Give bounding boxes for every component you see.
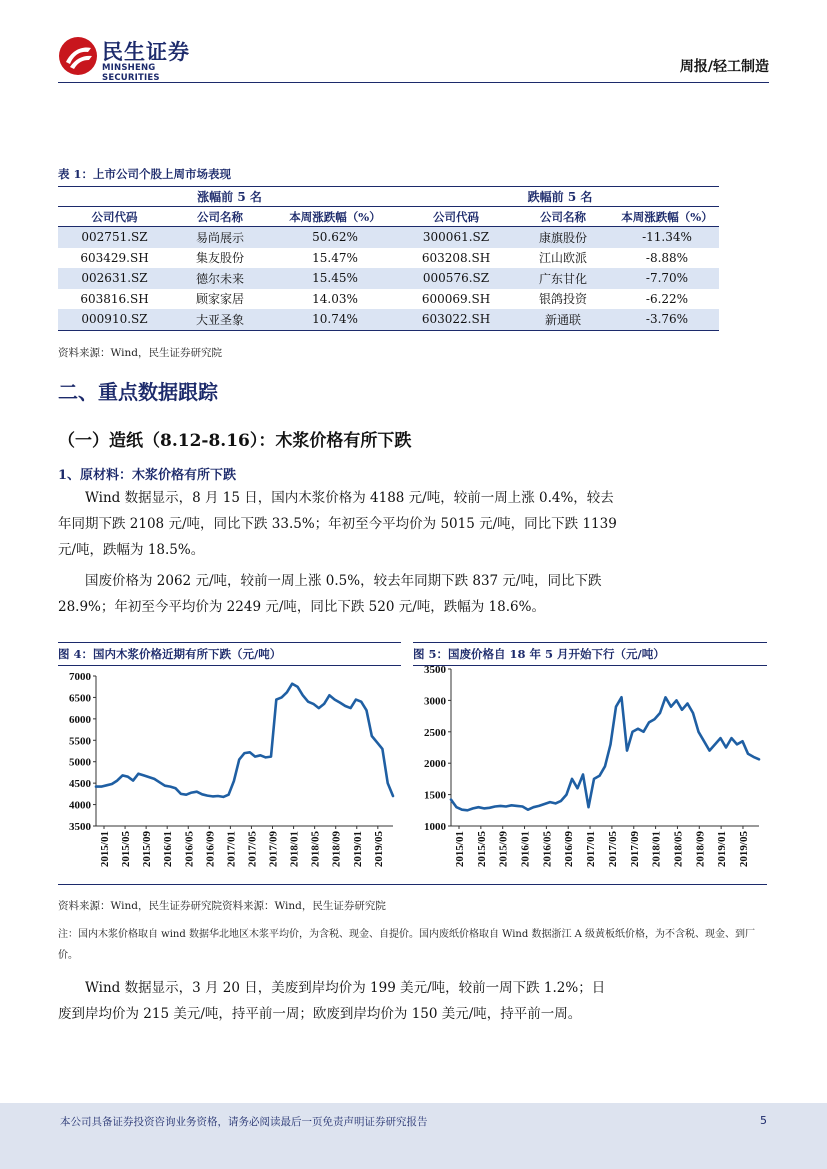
series-line	[96, 684, 393, 797]
table-cell: -6.22%	[645, 291, 689, 306]
x-tick-label: 2019/05	[737, 831, 750, 868]
table-cell: 顾家家居	[195, 292, 244, 307]
table-cell: -8.88%	[645, 250, 689, 265]
paragraph-line: 年同期下跌 2108 元/吨，同比下跌 33.5%；年初至今平均价为 5015 元/吨，同比下跌 1139	[58, 516, 617, 532]
page-number: 5	[760, 1114, 767, 1127]
waste-paper-price-chart	[413, 664, 767, 882]
x-tick-label: 2015/09	[497, 831, 510, 868]
table-row	[58, 268, 719, 289]
paragraph-waste-paper	[58, 568, 658, 620]
figure4-title-text: 图 4：国内木浆价格近期有所下跌（元/吨）	[58, 647, 282, 661]
y-tick-label: 4000	[69, 799, 91, 812]
paragraph-line: Wind 数据显示，3 月 20 日，美废到岸均价为 199 美元/吨，较前一周下跌 1.2%；日	[85, 980, 606, 996]
table-row	[58, 289, 719, 310]
group-down-label: 跌幅前 5 名	[401, 187, 719, 207]
y-tick-label: 5500	[69, 735, 91, 748]
paragraph-line: 元/吨，跌幅为 18.5%。	[58, 542, 205, 558]
figure4-title	[58, 642, 401, 666]
column-header: 本周涨跌幅（%）	[269, 207, 401, 227]
figure5-title	[413, 642, 767, 666]
x-tick-label: 2018/05	[309, 831, 322, 868]
table-cell: 000576.SZ	[401, 268, 511, 289]
table-cell: 14.03%	[312, 291, 358, 306]
series-line	[451, 697, 759, 810]
table-column-header	[58, 207, 719, 227]
x-tick-label: 2019/01	[351, 831, 364, 868]
x-tick-label: 2017/01	[225, 831, 238, 868]
y-tick-label: 7000	[69, 671, 91, 683]
table-cell: 德尔未来	[171, 268, 269, 289]
x-tick-label: 2018/09	[694, 831, 707, 868]
paragraph-line: 国废价格为 2062 元/吨，较前一周上涨 0.5%，较去年同期下跌 837 元/吨，同比下跌	[85, 573, 602, 589]
x-tick-label: 2018/01	[650, 831, 663, 868]
table-cell: 000910.SZ	[58, 309, 171, 330]
x-tick-label: 2018/05	[672, 831, 685, 868]
footer-disclaimer: 本公司具备证券投资咨询业务资格，请务必阅读最后一页免责声明证券研究报告	[60, 1116, 428, 1128]
table-cell: 康旗股份	[511, 227, 615, 248]
subsub-section-title: 1、原材料：木浆价格有所下跌	[58, 468, 237, 483]
x-tick-label: 2017/09	[628, 831, 641, 868]
column-header: 公司代码	[58, 207, 171, 227]
x-tick-label: 2018/09	[330, 831, 343, 868]
page-header	[0, 0, 827, 84]
logo-text-cn: 民生证券	[102, 40, 190, 64]
x-tick-label: 2016/09	[204, 831, 217, 868]
y-tick-label: 5000	[69, 756, 91, 769]
x-tick-label: 2017/05	[246, 831, 259, 868]
table-cell: 江山欧派	[538, 251, 587, 266]
table-cell: 15.47%	[312, 250, 358, 265]
table-row	[58, 248, 719, 269]
x-tick-label: 2017/09	[267, 831, 280, 868]
table-title: 表 1：上市公司个股上周市场表现	[58, 167, 232, 181]
table-cell: -7.70%	[615, 268, 719, 289]
x-tick-label: 2015/09	[141, 831, 154, 868]
table-cell: 002631.SZ	[58, 268, 171, 289]
table-cell: 大亚圣象	[171, 309, 269, 330]
x-tick-label: 2016/09	[563, 831, 576, 868]
x-tick-label: 2016/01	[162, 831, 175, 868]
paragraph-import-waste	[58, 975, 658, 1027]
report-type: 周报/轻工制造	[679, 59, 769, 75]
x-tick-label: 2015/01	[454, 831, 466, 868]
table-cell: -3.76%	[615, 309, 719, 330]
x-tick-label: 2016/05	[183, 831, 196, 868]
header-divider	[58, 82, 769, 83]
x-tick-label: 2019/05	[372, 831, 385, 868]
table-cell: 002751.SZ	[58, 227, 171, 248]
figure4-chart	[58, 664, 401, 882]
figure5-title-text: 图 5：国废价格自 18 年 5 月开始下行（元/吨）	[413, 647, 665, 661]
section-title: 二、重点数据跟踪	[58, 380, 218, 404]
column-header: 本周涨跌幅（%）	[615, 207, 719, 227]
company-logo	[58, 36, 208, 83]
x-tick-label: 2016/05	[541, 831, 554, 868]
y-tick-label: 2500	[424, 726, 446, 739]
table-cell: 603816.SH	[80, 291, 149, 306]
table-cell: 603022.SH	[401, 309, 511, 330]
logo-mark-icon	[58, 36, 98, 76]
x-tick-label: 2019/01	[716, 831, 729, 868]
table-row	[58, 309, 719, 330]
figure-note: 注：国内木浆价格取自 wind 数据华北地区木浆平均价，为含税、现金、自提价。国内废纸价格取自 Wind 数据浙江 A 级黄板纸价格，为不含税、现金、到厂价。	[58, 929, 756, 961]
x-tick-label: 2015/05	[475, 831, 488, 868]
table-cell: 600069.SH	[421, 291, 491, 306]
table-cell: 300061.SZ	[401, 227, 511, 248]
figure-bottom-divider	[58, 884, 767, 885]
group-up-label: 涨幅前 5 名	[58, 187, 401, 207]
column-header: 公司名称	[171, 207, 269, 227]
paragraph-line: 废到岸均价为 215 美元/吨，持平前一周；欧废到岸均价为 150 美元/吨，持平前一周。	[58, 1006, 582, 1022]
x-tick-label: 2015/05	[120, 831, 133, 868]
logo-text-en: MINSHENG SECURITIES	[102, 63, 160, 83]
x-tick-label: 2017/05	[606, 831, 619, 868]
table-cell: -11.34%	[615, 227, 719, 248]
column-header: 公司名称	[511, 207, 615, 227]
sub-section-title: （一）造纸（8.12-8.16）：木浆价格有所下跌	[58, 431, 412, 451]
y-tick-label: 3500	[69, 821, 91, 833]
x-tick-label: 2018/01	[288, 831, 301, 868]
page-footer	[0, 1103, 827, 1169]
table-row	[58, 227, 719, 248]
table-cell: 广东甘化	[511, 268, 615, 289]
y-tick-label: 4500	[69, 778, 91, 791]
table-cell: 10.74%	[269, 309, 401, 330]
y-tick-label: 1000	[424, 821, 446, 833]
table-cell: 15.45%	[269, 268, 401, 289]
table-group-header	[58, 187, 719, 207]
x-tick-label: 2016/01	[519, 831, 532, 868]
y-tick-label: 2000	[424, 758, 446, 771]
table-source: 资料来源：Wind，民生证券研究院	[58, 347, 222, 359]
y-tick-label: 6000	[69, 713, 91, 726]
market-performance-table	[58, 186, 719, 331]
y-tick-label: 1500	[424, 789, 446, 802]
y-tick-label: 6500	[69, 692, 91, 705]
table-cell: 603208.SH	[421, 250, 491, 265]
table-cell: 银鸽投资	[538, 292, 587, 307]
paragraph-line: 28.9%；年初至今平均价为 2249 元/吨，同比下跌 520 元/吨，跌幅为 18.6%。	[58, 599, 545, 615]
table-cell: 新通联	[511, 309, 615, 330]
table-cell: 集友股份	[195, 251, 244, 266]
table-cell: 603429.SH	[80, 250, 149, 265]
x-tick-label: 2017/01	[585, 831, 598, 868]
table-cell: 易尚展示	[171, 227, 269, 248]
column-header: 公司代码	[401, 207, 511, 227]
paragraph-line: Wind 数据显示，8 月 15 日，国内木浆价格为 4188 元/吨，较前一周上涨 0.4%，较去	[85, 490, 614, 506]
y-tick-label: 3500	[424, 664, 446, 676]
y-tick-label: 3000	[424, 695, 446, 708]
figure5-chart	[413, 664, 767, 882]
table-cell: 50.62%	[269, 227, 401, 248]
x-tick-label: 2015/01	[99, 831, 111, 868]
pulp-price-chart	[58, 664, 401, 882]
paragraph-pulp	[58, 485, 658, 563]
figure-source: 资料来源：Wind，民生证券研究院资料来源：Wind，民生证券研究院	[58, 900, 386, 912]
